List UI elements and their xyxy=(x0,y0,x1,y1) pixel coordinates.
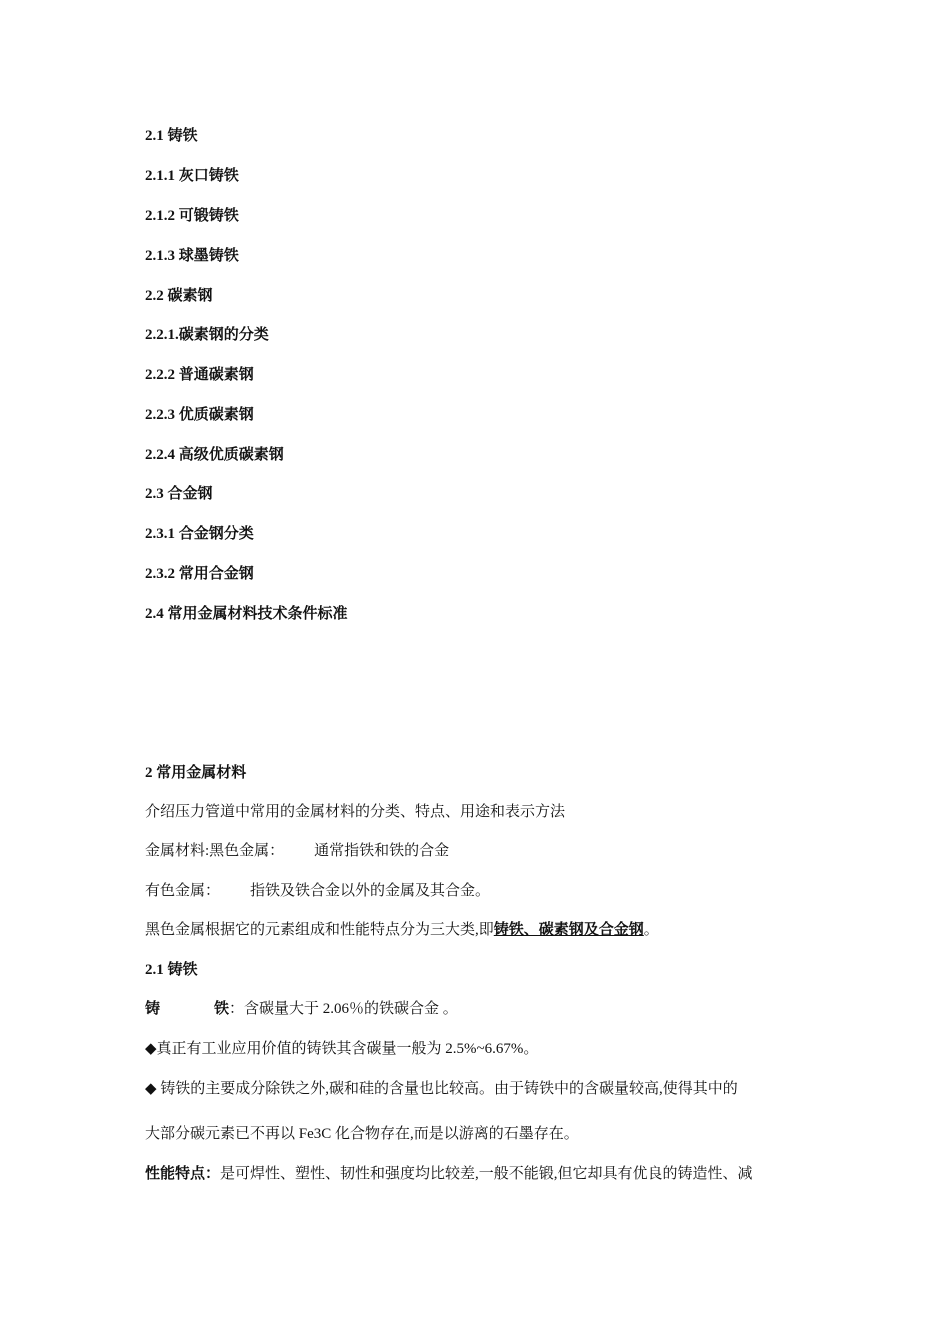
toc-item: 2.2.4 高级优质碳素钢 xyxy=(145,447,284,463)
ferrous-emphasis: 铸铁、碳素钢及合金钢 xyxy=(493,922,644,938)
toc-item: 2.4 常用金属材料技术条件标准 xyxy=(145,606,348,622)
castiron-term-char: 铸 xyxy=(145,1001,161,1017)
ferrous-suffix: 。 xyxy=(643,922,659,938)
toc-item: 2.1.2 可锻铸铁 xyxy=(145,208,239,224)
toc-item: 2.1.1 灰口铸铁 xyxy=(145,168,239,184)
toc-item: 2.2.1.碳素钢的分类 xyxy=(145,327,269,343)
toc-item: 2.1.3 球墨铸铁 xyxy=(145,248,239,264)
intro-paragraph: 介绍压力管道中常用的金属材料的分类、特点、用途和表示方法 xyxy=(145,804,566,820)
performance-paragraph xyxy=(145,1164,753,1184)
bullet-item: ◆真正有工业应用价值的铸铁其含碳量一般为 2.5%~6.67%。 xyxy=(145,1041,539,1057)
toc-item: 2.1 铸铁 xyxy=(145,128,198,144)
metal-definition xyxy=(145,841,449,861)
performance-text: 是可焊性、塑性、韧性和强度均比较差,一般不能锻,但它却具有优良的铸造性、减 xyxy=(220,1166,753,1182)
toc-item: 2.2 碳素钢 xyxy=(145,288,213,304)
nonferrous-label: 有色金属： xyxy=(145,883,221,899)
performance-label: 性能特点： xyxy=(145,1166,221,1182)
toc-item: 2.2.2 普通碳素钢 xyxy=(145,367,254,383)
section-title: 2.1 铸铁 xyxy=(145,962,198,978)
ferrous-classification xyxy=(145,920,659,940)
bullet-continuation: 大部分碳元素已不再以 Fe3C 化合物存在,而是以游离的石墨存在。 xyxy=(145,1126,579,1142)
toc-item: 2.3 合金钢 xyxy=(145,486,213,502)
castiron-definition xyxy=(145,999,458,1019)
toc-item: 2.2.3 优质碳素钢 xyxy=(145,407,254,423)
nonferrous-def-text: 指铁及铁合金以外的金属及其合金。 xyxy=(250,883,491,899)
chapter-title: 2 常用金属材料 xyxy=(145,765,247,781)
toc-item: 2.3.2 常用合金钢 xyxy=(145,566,254,582)
castiron-def-text: ：含碳量大于 2.06％的铁碳合金 。 xyxy=(229,1001,458,1017)
bullet-item: ◆ 铸铁的主要成分除铁之外,碳和硅的含量也比较高。由于铸铁中的含碳量较高,使得其中的 xyxy=(145,1081,738,1097)
castiron-term-char: 铁 xyxy=(214,1001,230,1017)
nonferrous-definition xyxy=(145,881,490,901)
ferrous-prefix: 黑色金属根据它的元素组成和性能特点分为三大类,即 xyxy=(145,922,494,938)
metal-def-text: 通常指铁和铁的合金 xyxy=(314,843,450,859)
toc-item: 2.3.1 合金钢分类 xyxy=(145,526,254,542)
metal-label: 金属材料:黑色金属： xyxy=(145,843,285,859)
